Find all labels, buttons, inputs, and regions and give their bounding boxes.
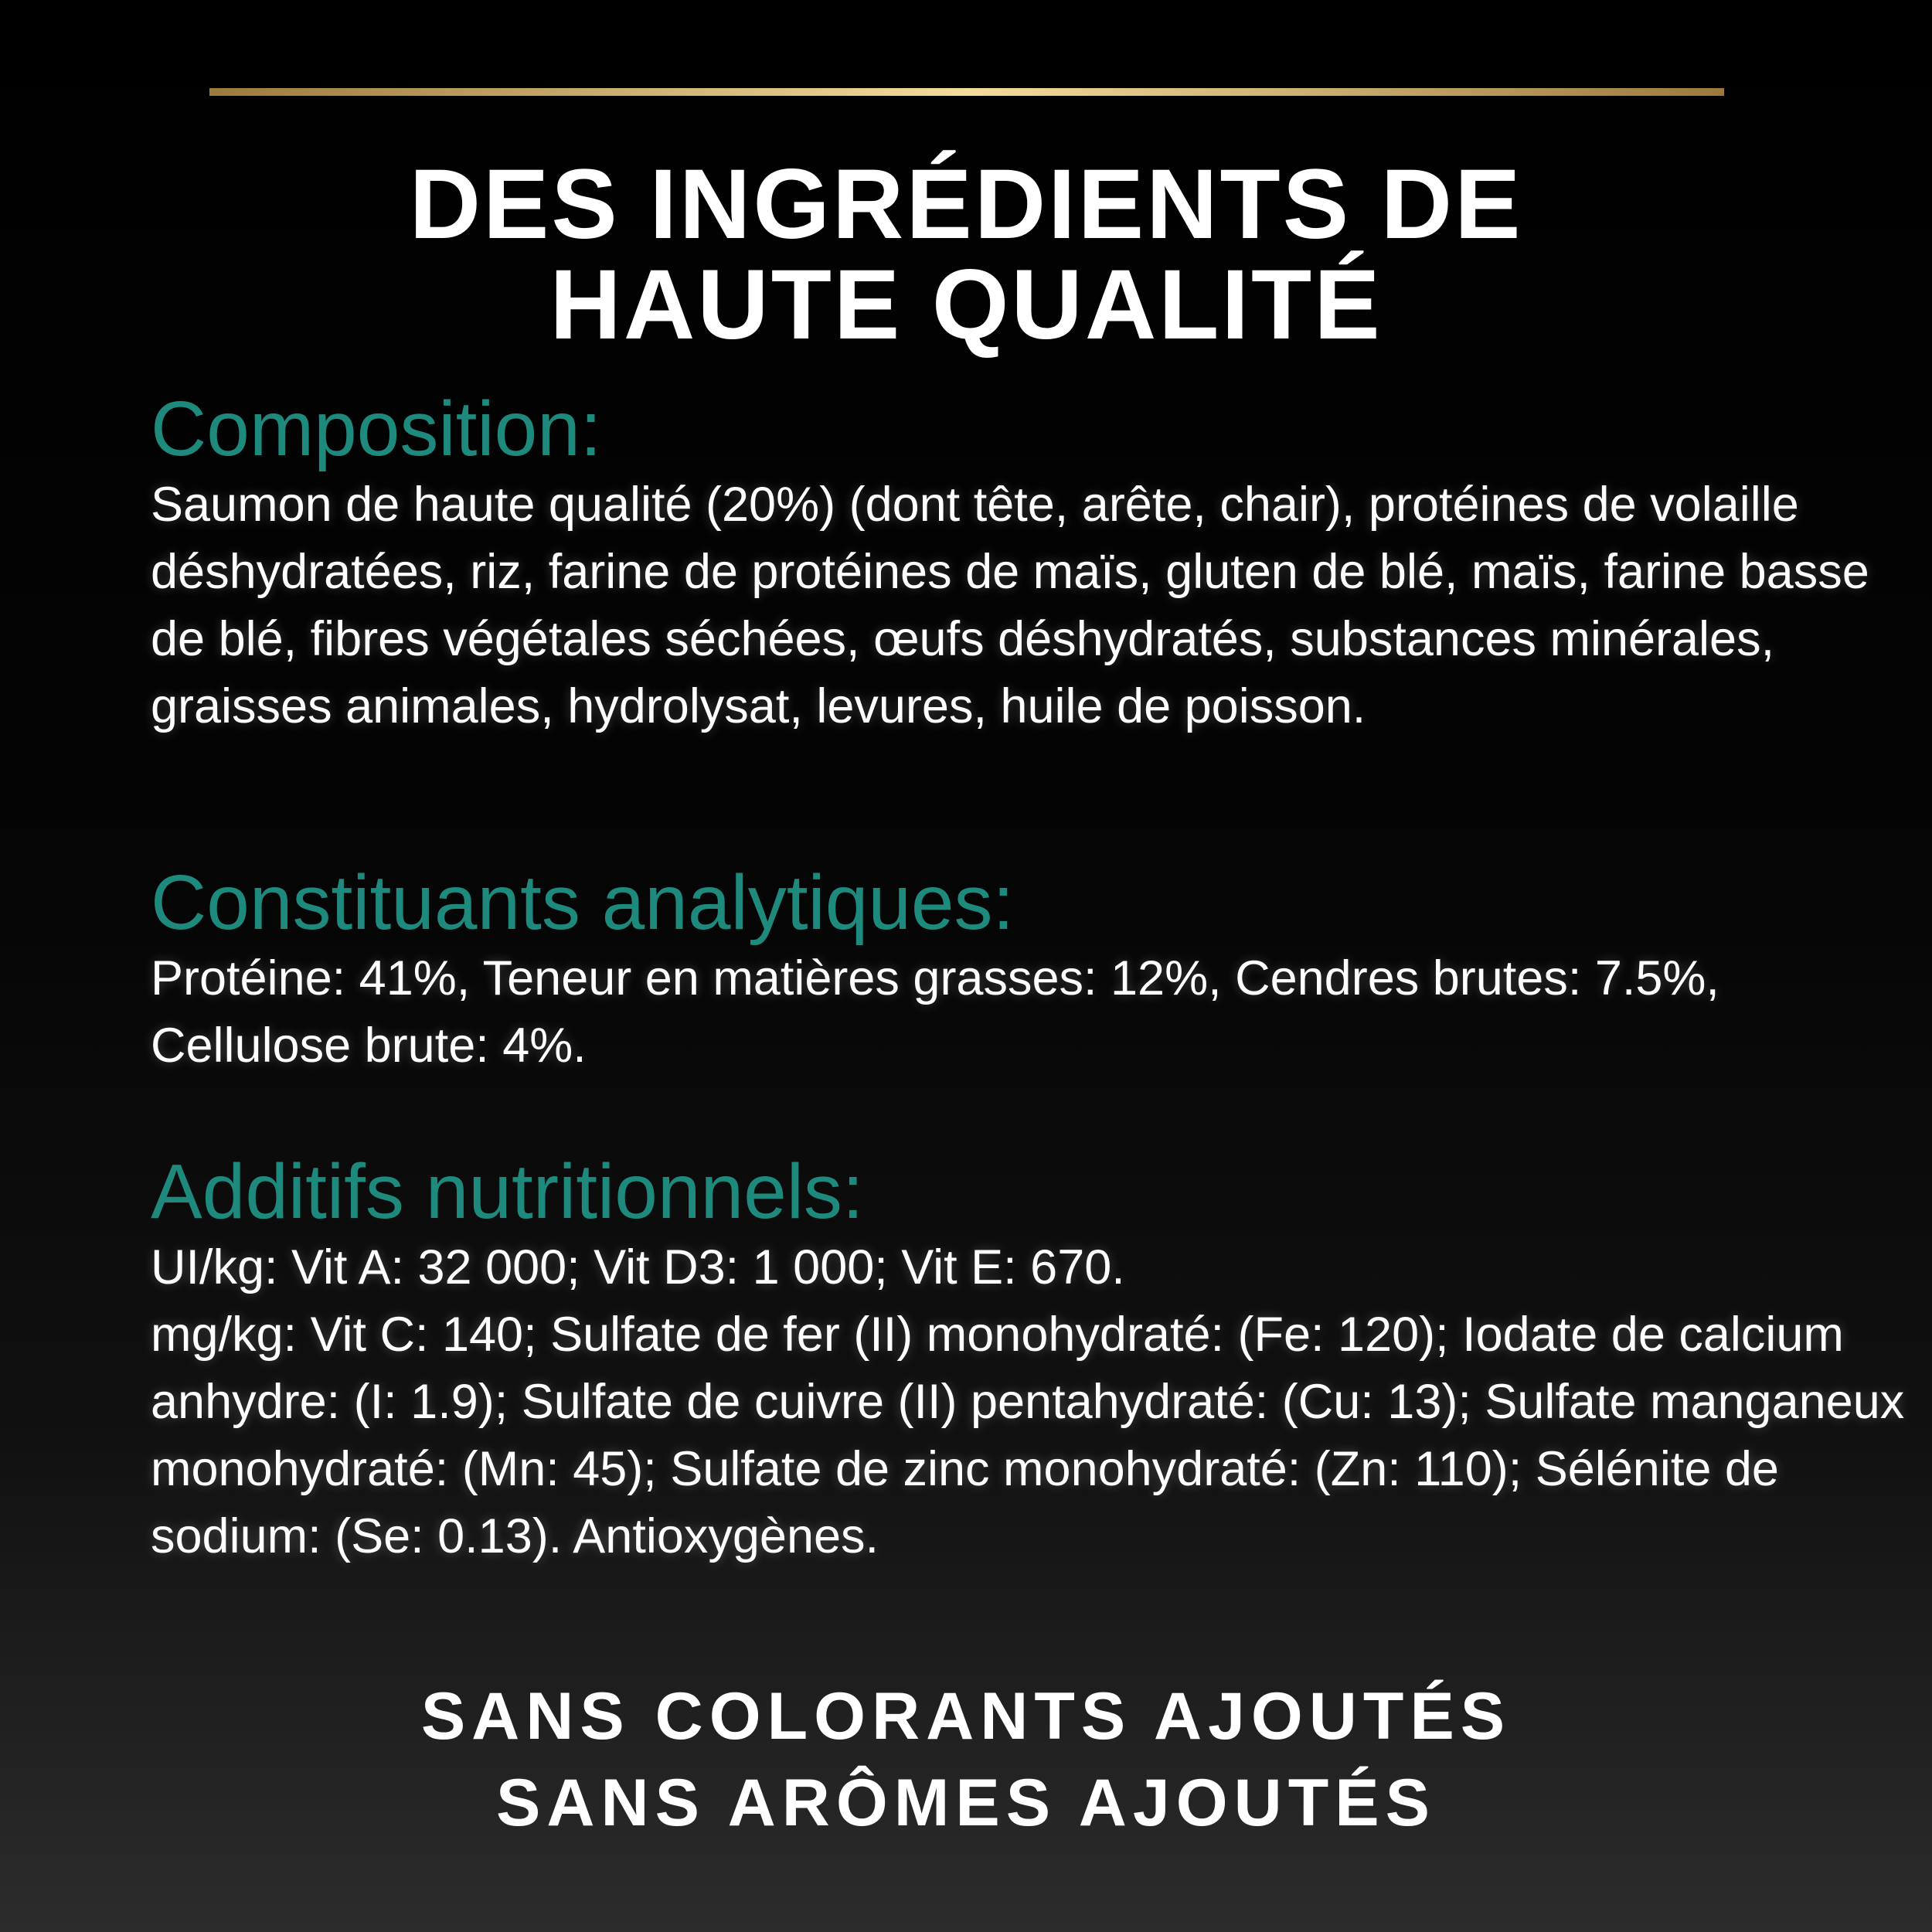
- title-line-2: HAUTE QUALITÉ: [549, 250, 1383, 360]
- claim-no-flavors: SANS ARÔMES AJOUTÉS: [496, 1766, 1436, 1840]
- page-title: [0, 149, 1932, 360]
- claim-no-colorants: SANS COLORANTS AJOUTÉS: [420, 1679, 1512, 1753]
- title-line-1: DES INGRÉDIENTS DE: [409, 149, 1523, 260]
- composition-section: [151, 386, 1905, 740]
- gold-divider: [209, 88, 1724, 96]
- additives-ui-text: UI/kg: Vit A: 32 000; Vit D3: 1 000; Vit E: 670.: [151, 1240, 1125, 1294]
- footer-claims: [0, 1673, 1932, 1846]
- additives-section: [151, 1149, 1905, 1570]
- analytical-heading: Constituants analytiques:: [151, 859, 1015, 946]
- composition-text: Saumon de haute qualité (20%) (dont tête, arête, chair), protéines de volaille déshydratées, riz, farine de protéines de maïs, gluten de blé, maïs, farine basse de blé, fibres végétales séchées, œufs déshydratés, substances minérales, graisses animales, hydrolysat, levures, huile de poisson.: [151, 478, 1869, 733]
- additives-mg-text: mg/kg: Vit C: 140; Sulfate de fer (II) monohydraté: (Fe: 120); Iodate de calcium anhydre: (I: 1.9); Sulfate de cuivre (II) pentahydraté: (Cu: 13); Sulfate manganeux monohydraté: (Mn: 45); Sulfate de zinc monohydraté: (Zn: 110); Sélénite de sodium: (Se: 0.13). Antioxygènes.: [151, 1308, 1905, 1563]
- additives-heading: Additifs nutritionnels:: [151, 1148, 864, 1235]
- analytical-section: [151, 860, 1905, 1080]
- analytical-text: Protéine: 41%, Teneur en matières grasses: 12%, Cendres brutes: 7.5%, Cellulose brute: 4%.: [151, 951, 1719, 1073]
- composition-heading: Composition:: [151, 386, 602, 472]
